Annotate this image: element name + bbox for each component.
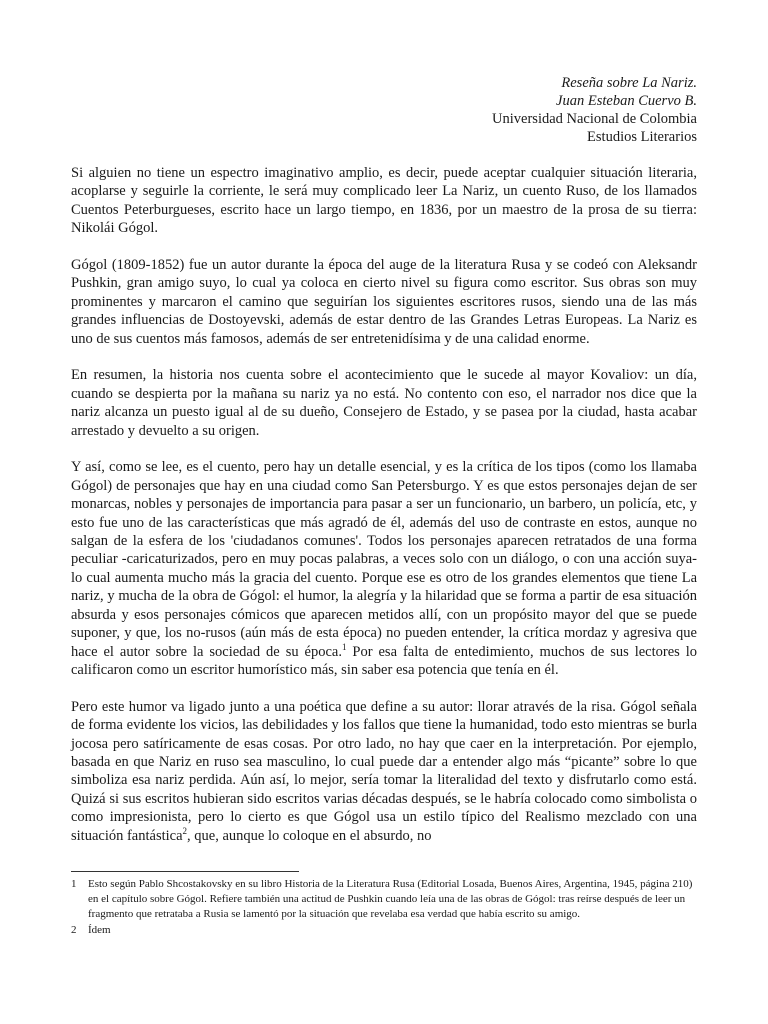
footnote-text: Esto según Pablo Shcostakovsky en su libro Historia de la Literatura Rusa (Editorial Losada, Buenos Aires, Argentina, 1945, página 210) en el capítulo sobre Gógol. Refiere también una actitud de Pushkin cuando leía una de las obras de Gógol: tras reírse después de leer un fragmento que retrataba a Rusia se lamentó por la situación que revelaba esa verdad que había escrito su amigo. [88, 878, 693, 920]
review-title: Reseña sobre La Nariz. [561, 75, 697, 91]
university-name: Universidad Nacional de Colombia [492, 111, 697, 127]
author-name: Juan Esteban Cuervo B. [556, 93, 697, 109]
paragraph-4 [71, 458, 697, 679]
footnote [71, 923, 697, 938]
footnote-ref-1[interactable]: 1 [341, 641, 347, 652]
footnote-number: 2 [71, 924, 77, 936]
footnote-number: 1 [71, 878, 77, 890]
paragraph-3: En resumen, la historia nos cuenta sobre el acontecimiento que le sucede al mayor Kovaliov: un día, cuando se despierta por la mañana su nariz ya no está. No contento con eso, el narrador nos dice que la nariz alcanza un puesto igual al de su dueño, Consejero de Estado, y se pasea por la ciudad, hasta acabar arrestado y devuelto a su origen. [71, 367, 697, 439]
paragraph-5-text-b: , que, aunque lo coloque en el absurdo, no [187, 827, 432, 844]
document-body [71, 164, 697, 863]
paragraph-5-text-a: Pero este humor va ligado junto a una poética que define a su autor: llorar através de la risa. Gógol señala de forma evidente los vicios, las debilidades y los fallos que tiene la humanidad, todo esto mientras se burla jocosa pero satíricamente de esas cosas. Por otro lado, no hay que caer en la interpretación. Por ejemplo, basada en que Nariz en ruso sea masculino, lo cual puede dar a entender algo más “picante” sobre lo que simboliza esa nariz perdida. Aún así, lo mejor, sería tomar la literalidad del texto y disfrutarlo como está. Quizá si sus escritos hubieran sido escritos varias décadas después, se le habría colocado como simbolista o como impresionista, pero lo cierto es que Gógol usa un estilo típico del Realismo mezclado con una situación fantástica [71, 698, 697, 844]
paragraph-5 [71, 698, 697, 845]
footnote-ref-2[interactable]: 2 [182, 825, 188, 836]
footnotes [71, 877, 697, 939]
department-name: Estudios Literarios [587, 129, 697, 145]
paragraph-4-text-b: Por esa falta de entedimiento, muchos de sus lectores lo calificaron como un escritor humorístico más, sin saber esa potencia que tenía en él. [71, 643, 697, 678]
footnote-separator [71, 871, 299, 872]
paragraph-1: Si alguien no tiene un espectro imaginativo amplio, es decir, puede aceptar cualquier situación literaria, acoplarse y seguirle la corriente, le será muy complicado leer La Nariz, un cuento Ruso, de los llamados Cuentos Peterburgueses, escrito hace un largo tiempo, en 1836, por un maestro de la prosa de su tierra: Nikolái Gógol. [71, 165, 697, 237]
footnote-text: Ídem [88, 924, 111, 936]
paragraph-4-text-a: Y así, como se lee, es el cuento, pero hay un detalle esencial, y es la crítica de los tipos (como los llamaba Gógol) de personajes que hay en una ciudad como San Petersburgo. Y es que estos personajes dejan de ser monarcas, nobles y personajes de importancia para pasar a ser un funcionario, un barbero, un policía, etc, y esto fue uno de las características que más agradó de él, además del uso de contraste en estos, aunque no salgan de la esfera de los 'ciudadanos comunes'. Todos los personajes aparecen retratados de una forma peculiar -caricaturizados, pero en muy pocas palabras, a veces solo con un diálogo, o con una acción suya- lo cual aumenta mucho más la gracia del cuento. Porque ese es otro de los grandes elementos que tiene La nariz, y mucha de la obra de Gógol: el humor, la alegría y la hilaridad que se forma a partir de esa situación absurda y esos personajes cómicos que aparecen metidos allí, con un propósito mayor del que se puede suponer, y que, los no-rusos (aún más de esta época) no pueden entender, la crítica mordaz y agresiva que hace el autor sobre la sociedad de su época. [71, 459, 697, 660]
footnote [71, 877, 697, 922]
document-header [492, 74, 697, 146]
paragraph-2: Gógol (1809-1852) fue un autor durante la época del auge de la literatura Rusa y se codeó con Aleksandr Pushkin, gran amigo suyo, lo cual ya coloca en cierto nivel su figura como escritor. Sus obras son muy prominentes y marcaron el camino que seguirían los siguientes escritores rusos, siendo una de las más grandes influencias de Dostoyevski, además de estar dentro de las Grandes Letras Europeas. La Nariz es uno de sus cuentos más famosos, además de ser entretenidísima y de una calidad enorme. [71, 257, 697, 347]
